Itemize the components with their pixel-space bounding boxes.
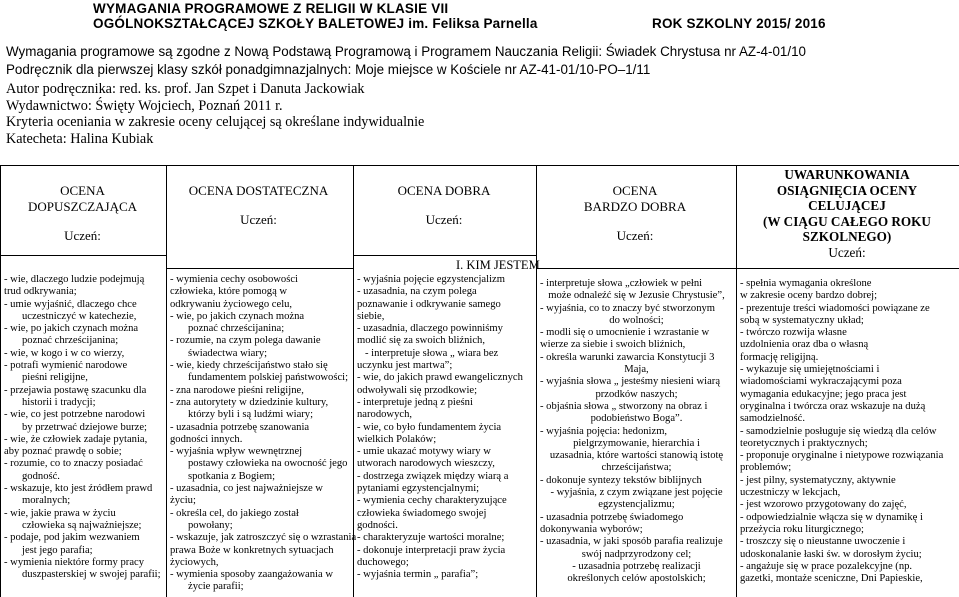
requirement-line: - interpretuje słowa „ wiara bez (365, 347, 499, 359)
requirement-line: - proponuje oryginalne i nietypowe rozwiązania (740, 450, 944, 462)
requirement-line: - wie, w kogo i w co wierzy, (4, 347, 125, 359)
requirement-line: aby poznać prawdę o sobie; (4, 446, 122, 458)
student-label: Uczeń: (240, 212, 277, 227)
requirement-line: - wskazuje, kto jest źródłem prawd (4, 483, 153, 495)
requirement-line: - wymienia cechy osobowości (170, 274, 298, 285)
requirement-line: - objaśnia słowa „ stworzony na obraz i (540, 400, 708, 412)
requirement-line: uczestniczy w lekcjach, (740, 487, 841, 499)
requirement-line: samodzielność. (740, 413, 806, 425)
requirement-line: określonych celów apostolskich; (567, 573, 706, 585)
student-label: Uczeń: (616, 228, 654, 243)
student-label: Uczeń: (828, 244, 866, 260)
column-title: DOPUSZCZAJĄCA (27, 199, 138, 214)
requirement-line: - interpretuje słowa „człowiek w pełni (540, 278, 703, 289)
requirement-line: - określa warunki zawarcia Konstytucji 3 (540, 351, 715, 363)
requirement-line: - uzasadnia, w jaki sposób parafia realizuje (540, 536, 723, 548)
requirement-line: - wie, że człowiek zadaje pytania, (4, 433, 148, 445)
requirement-line: - wyjaśnia pojęcie egzystencjalizm (357, 274, 505, 285)
student-label: Uczeń: (64, 228, 101, 243)
requirement-line: - wyjaśnia pojęcia: hedonizm, (540, 425, 668, 437)
requirements-cell-dopuszczajaca (4, 274, 163, 581)
requirement-line: pytaniami egzystencjalnymi; (357, 483, 480, 495)
requirement-line: człowieka świadomego swojej (357, 507, 487, 519)
requirement-line: moralnych; (22, 495, 71, 507)
requirement-line: wiadomościami wykraczającymi poza (740, 376, 902, 388)
publisher-note: Wydawnictwo: Święty Wojciech, Poznań 2011 r. (6, 98, 283, 114)
requirement-line: formację religijną. (740, 351, 819, 363)
requirement-line: udoskonalanie łaski św. w dorosłym życiu; (740, 548, 922, 560)
column-title: SZKOLNEGO) (802, 229, 892, 244)
requirement-line: życiowych, (170, 556, 219, 568)
requirement-line: - wie, kiedy chrześcijaństwo stało się (170, 360, 328, 372)
requirement-line: uzasadnia, które wartości stanowią istotę (549, 450, 724, 462)
requirement-line: trud odkrywania; (4, 286, 77, 298)
header-divider (736, 268, 959, 269)
requirement-line: w zakresie oceny bardzo dobrej; (740, 290, 878, 302)
requirements-cell-celujaca (740, 278, 957, 585)
requirement-line: - wskazuje, jak zatroszczyć się o wzrastania (170, 532, 357, 544)
header-divider (1, 255, 166, 256)
student-label: Uczeń: (425, 212, 463, 227)
requirement-line: - uzasadnia potrzebę realizacji (572, 560, 701, 572)
program-note: Wymagania programowe są zgodne z Nową Podstawą Programową i Programem Nauczania Religii: Świadek Chrystusa nr AZ-4-01/10 (6, 44, 806, 59)
criteria-note: Kryteria oceniania w zakresie oceny celującej są określane indywidualnie (6, 114, 425, 130)
requirement-line: może odnaleźć się w Jezusie Chrystusie”, (548, 290, 725, 302)
header-divider (166, 268, 353, 269)
requirement-line: pielgrzymowanie, hierarchia i (573, 437, 700, 449)
requirement-line: - wie, co było fundamentem życia (357, 421, 502, 433)
requirement-line: człowieka, które pomogą w (170, 286, 288, 298)
requirement-line: fundamentem polskiej państwowości; (188, 372, 349, 384)
requirement-line: uczestniczyć w katechezie, (22, 310, 137, 322)
requirement-line: przeżycia roku liturgicznego; (740, 523, 864, 535)
requirement-line: godność. (22, 470, 60, 482)
requirement-line: życiu; (170, 495, 196, 507)
requirement-line: podobieństwo Boga”. (590, 413, 683, 425)
catechist-note: Katecheta: Halina Kubiak (6, 131, 154, 147)
column-title: OCENA DOBRA (397, 183, 491, 198)
column-header-celujaca (735, 167, 959, 260)
requirement-line: odkrywaniu życiowego celu, (170, 298, 293, 310)
requirement-line: - prezentuje treści wiadomości powiązane ze (740, 302, 930, 314)
requirement-line: swój nadprzyrodzony cel; (581, 548, 692, 560)
requirement-line: duszpasterskiej w swojej parafii; (22, 569, 161, 581)
requirement-line: - interpretuje jedną z pieśni (357, 396, 473, 408)
requirement-line: - uzasadnia, co jest najważniejsze w (170, 483, 323, 495)
requirement-line: - wymienia sposoby zaangażowania w (170, 569, 333, 581)
requirement-line: do wolności; (609, 314, 664, 326)
school-year: ROK SZKOLNY 2015/ 2016 (652, 16, 826, 31)
requirement-line: - wyjaśnia, co to znaczy być stworzonym (540, 302, 716, 314)
requirement-line: poznać chrześcijanina; (188, 323, 285, 335)
requirements-cell-bardzo-dobra (540, 278, 733, 585)
requirement-line: wielkich Polaków; (357, 433, 437, 445)
requirement-line: - wie, do jakich prawd ewangelicznych (357, 372, 523, 384)
requirement-line: - umie wyjaśnić, dlaczego chce (4, 298, 137, 310)
header-title-line2: OGÓLNOKSZTAŁCĄCEJ SZKOŁY BALETOWEJ im. Feliksa Parnella (93, 16, 538, 31)
requirement-line: narodowych, (357, 409, 413, 421)
column-title: OCENA (612, 183, 658, 198)
requirements-cell-dostateczna (170, 274, 357, 594)
column-divider (166, 165, 167, 597)
requirement-line: - rozumie, co to znaczy posiadać (4, 458, 143, 470)
requirement-line: wierze za siebie i swoich bliźnich, (540, 339, 686, 351)
requirement-line: egzystencjalizmu; (598, 499, 675, 511)
requirement-line: - uzasadnia potrzebę szanowania (170, 421, 310, 433)
requirement-line: - zna autorytety w dziedzinie kultury, (170, 396, 329, 408)
requirement-line: człowieka są najważniejsze; (22, 519, 142, 531)
requirement-line: - potrafi wymienić narodowe (4, 360, 128, 372)
requirement-line: - samodzielnie posługuje się wiedzą dla celów (740, 425, 937, 437)
header-divider (353, 255, 537, 256)
section-title: I. KIM JESTEM (456, 258, 540, 272)
requirement-line: uzdolnienia oraz dba o własną (740, 339, 869, 351)
requirement-line: - wykazuje się umiejętnościami i (740, 364, 880, 376)
requirement-line: życie parafii; (188, 581, 244, 593)
requirement-line: - dokonuje interpretacji praw życia (357, 544, 506, 556)
requirement-line: - wie, dlaczego ludzie podejmują (4, 274, 145, 285)
requirement-line: odwoływali się przodkowie; (357, 384, 478, 396)
requirement-line: by przetrwać dziejowe burze; (22, 421, 147, 433)
requirement-line: - modli się o umocnienie i wzrastanie w (540, 327, 710, 339)
requirement-line: - określa cel, do jakiego został (170, 507, 299, 519)
requirement-line: - jest wzorowo przygotowany do zajęć, (740, 499, 907, 511)
requirement-line: poznawanie i odkrywanie samego (357, 298, 501, 310)
requirement-line: godności innych. (170, 433, 243, 445)
requirement-line: sobą w systematyczny układ; (740, 314, 864, 326)
requirement-line: - jest pilny, systematyczny, aktywnie (740, 474, 896, 486)
requirement-line: prawa Boże w konkretnych sytuacjach (170, 544, 334, 556)
requirement-line: - przejawia postawę szacunku dla (4, 384, 147, 396)
requirement-line: przodków naszych; (595, 388, 678, 400)
column-title: BARDZO DOBRA (583, 199, 687, 214)
requirement-line: chrześcijaństwa; (601, 462, 672, 474)
requirement-line: gazetki, montaże sceniczne, Dni Papieskie, (740, 573, 923, 585)
requirement-line: - troszczy się o nieustanne uwoczenie i (740, 536, 906, 548)
requirement-line: - wyjaśnia, z czym związane jest pojęcie (550, 487, 723, 499)
requirement-line: - wie, jakie prawa w życiu (4, 507, 116, 519)
requirement-line: utworach narodowych wieszczy, (357, 458, 495, 470)
requirement-line: - wie, po jakich czynach można (170, 310, 305, 322)
requirement-line: dokonywania wyborów; (540, 523, 643, 535)
table-border-top (1, 165, 959, 166)
requirement-line: godności. (357, 519, 398, 531)
requirement-line: - zna narodowe pieśni religijne, (170, 384, 304, 396)
requirement-line: uczynku jest martwa”; (357, 360, 453, 372)
column-title: OSIĄGNIĘCIA OCENY (776, 182, 918, 198)
requirement-line: historii i tradycji; (22, 396, 96, 408)
requirement-line: - twórczo rozwija własne (740, 327, 847, 339)
requirement-line: poznać chrześcijanina; (22, 335, 119, 347)
requirement-line: wymagania edukacyjne; jego praca jest (740, 388, 907, 400)
requirement-line: - uzasadnia, dlaczego powinniśmy (357, 323, 503, 335)
requirement-line: - charakteryzuje wartości moralne; (357, 532, 505, 544)
requirement-line: - dokonuje syntezy tekstów biblijnych (540, 474, 702, 486)
requirement-line: problemów; (740, 462, 792, 474)
requirement-line: Maja, (624, 364, 649, 376)
requirement-line: powołany; (188, 519, 233, 531)
requirement-line: duchowego; (357, 556, 409, 568)
requirement-line: - rozumie, na czym polega dawanie (170, 335, 321, 347)
requirement-line: postawy człowieka na owocność jego (188, 458, 348, 470)
requirement-line: siebie, (357, 310, 385, 322)
column-title: UWARUNKOWANIA (784, 167, 910, 182)
requirement-line: - wymienia cechy charakteryzujące (357, 495, 507, 507)
column-header-dopuszczajaca (0, 183, 165, 244)
column-title: (W CIĄGU CAŁEGO ROKU (763, 213, 931, 229)
author-note: Autor podręcznika: red. ks. prof. Jan Szpet i Danuta Jackowiak (6, 81, 365, 97)
requirement-line: - wyjaśnia wpływ wewnętrznej (170, 446, 303, 458)
column-header-bardzo-dobra (535, 183, 735, 244)
requirement-line: świadectwa wiary; (188, 347, 268, 359)
column-title: CELUJĄCEJ (808, 198, 886, 213)
requirement-line: teoretycznych i praktycznych; (740, 437, 868, 449)
requirement-line: oryginalna i twórcza oraz wskazuje na dużą (740, 400, 926, 412)
column-title: OCENA DOSTATECZNA (188, 183, 329, 198)
requirement-line: - uzasadnia potrzebę świadomego (540, 511, 684, 523)
requirement-line: pieśni religijne, (22, 372, 88, 384)
requirement-line: spotkania z Bogiem; (188, 470, 276, 482)
requirement-line: jest jego parafia; (22, 544, 93, 556)
requirement-line: - uzasadnia, na czym polega (357, 286, 477, 298)
requirement-line: - wie, co jest potrzebne narodowi (4, 409, 146, 421)
column-header-dobra (352, 183, 536, 228)
textbook-note: Podręcznik dla pierwszej klasy szkół ponadgimnazjalnych: Moje miejsce w Kościele nr AZ-41-01/10-PO–1/11 (6, 62, 651, 77)
requirement-line: - umie ukazać motywy wiary w (357, 446, 491, 458)
requirement-line: - odpowiedzialnie włącza się w dynamikę i (740, 511, 923, 523)
requirement-line: modlić się za swoich bliźnich, (357, 335, 485, 347)
column-header-dostateczna (165, 183, 352, 228)
requirement-line: - podaje, pod jakim wezwaniem (4, 532, 140, 544)
requirement-line: - wymienia niektóre formy pracy (4, 556, 145, 568)
requirement-line: - spełnia wymagania określone (740, 278, 872, 289)
requirements-cell-dobra (357, 274, 533, 581)
requirement-line: - wie, po jakich czynach można (4, 323, 139, 335)
requirement-line: którzy byli i są ludźmi wiary; (188, 409, 314, 421)
requirement-line: - wyjaśnia słowa „ jesteśmy niesieni wiarą (540, 376, 721, 388)
requirement-line: - dostrzega związek między wiarą a (357, 470, 509, 482)
column-title: OCENA (60, 183, 105, 198)
requirement-line: - angażuje się w prace pozalekcyjne (np. (740, 560, 913, 572)
header-title-line1: WYMAGANIA PROGRAMOWE Z RELIGII W KLASIE VII (93, 1, 449, 16)
requirement-line: - wyjaśnia termin „ parafia”; (357, 569, 479, 581)
header-divider (536, 268, 736, 269)
